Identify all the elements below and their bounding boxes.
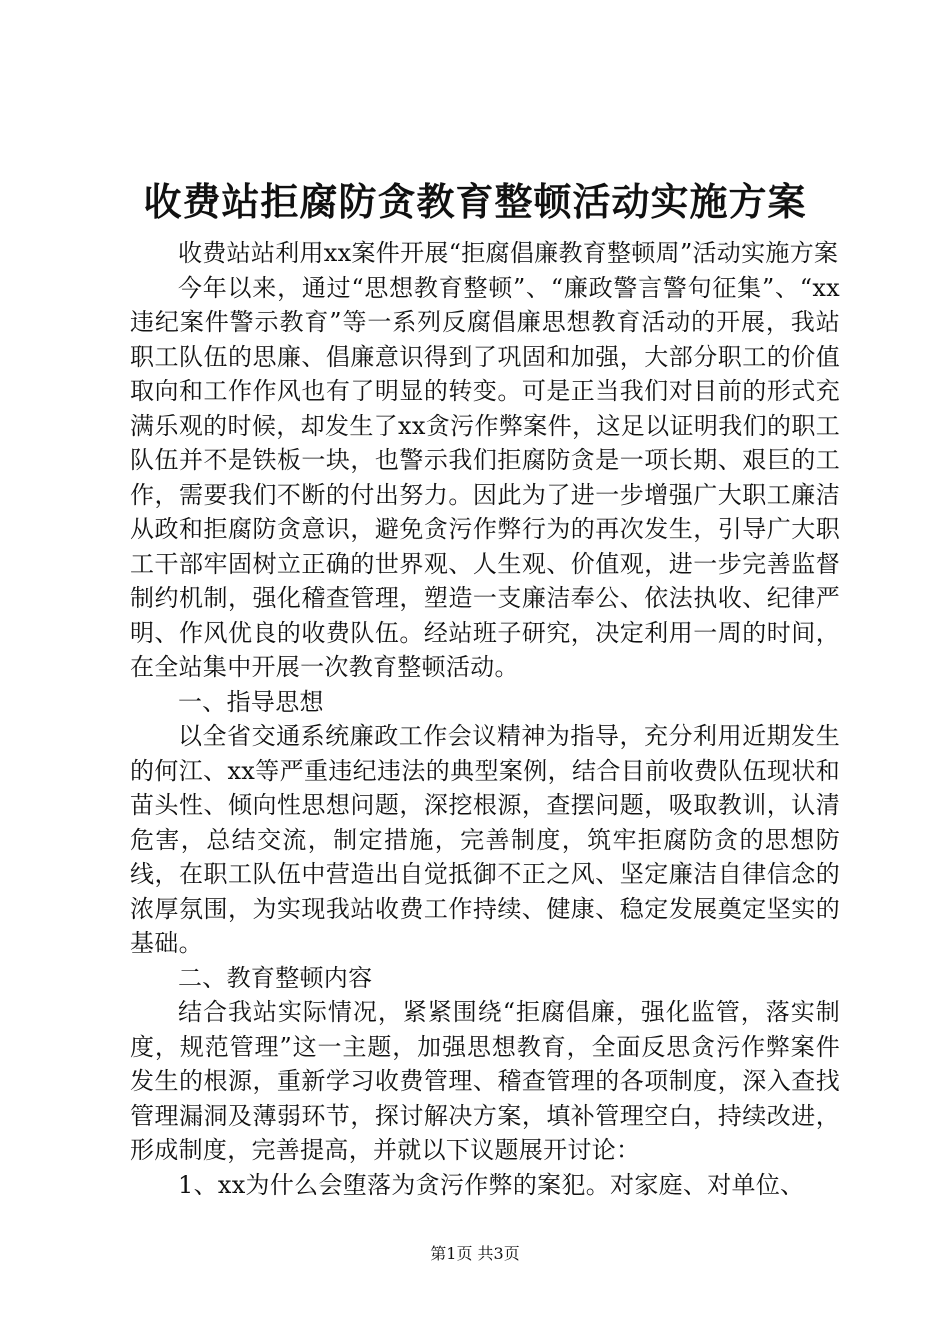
- paragraph-rectification-content: 结合我站实际情况，紧紧围绕“拒腐倡廉，强化监管，落实制度，规范管理”这一主题，加强思想教育，全面反思贪污作弊案件发生的根源，重新学习收费管理、稽查管理的各项制度，深入查找管理漏洞及薄弱环节，探讨解决方案，填补管理空白，持续改进，形成制度，完善提高，并就以下议题展开讨论：: [130, 998, 840, 1164]
- section-heading-rectification-content: 二、教育整顿内容: [178, 963, 373, 992]
- page-number-footer: 第1页 共3页: [430, 1244, 520, 1263]
- paragraph-introduction: 今年以来，通过“思想教育整顿”、“廉政警言警句征集”、“xx违纪案件警示教育”等一系列反腐倡廉思想教育活动的开展，我站职工队伍的思廉、倡廉意识得到了巩固和加强，大部分职工的价值取向和工作作风也有了明显的转变。可是正当我们对目前的形式充满乐观的时候，却发生了xx贪污作弊案件，这足以证明我们的职工队伍并不是铁板一块，也警示我们拒腐防贪是一项长期、艰巨的工作，需要我们不断的付出努力。因此为了进一步增强广大职工廉洁从政和拒腐防贪意识，避免贪污作弊行为的再次发生，引导广大职工干部牢固树立正确的世界观、人生观、价值观，进一步完善监督制约机制，强化稽查管理，塑造一支廉洁奉公、依法执收、纪律严明、作风优良的收费队伍。经站班子研究，决定利用一周的时间，在全站集中开展一次教育整顿活动。: [130, 273, 840, 681]
- paragraph-guiding-ideology: 以全省交通系统廉政工作会议精神为指导，充分利用近期发生的何江、xx等严重违纪违法的典型案例，结合目前收费队伍现状和苗头性、倾向性思想问题，深挖根源，查摆问题，吸取教训，认清危害，总结交流，制定措施，完善制度，筑牢拒腐防贪的思想防线，在职工队伍中营造出自觉抵御不正之风、坚定廉洁自律信念的浓厚氛围，为实现我站收费工作持续、健康、稳定发展奠定坚实的基础。: [130, 722, 840, 957]
- list-item-topic-1: 1、xx为什么会堕落为贪污作弊的案犯。对家庭、对单位、: [178, 1170, 805, 1199]
- document-body: [130, 236, 840, 1202]
- section-heading-guiding-ideology: 一、指导思想: [178, 687, 324, 716]
- document-title: 收费站拒腐防贪教育整顿活动实施方案: [143, 179, 807, 224]
- paragraph-subtitle: 收费站站利用xx案件开展“拒腐倡廉教育整顿周”活动实施方案: [178, 239, 839, 267]
